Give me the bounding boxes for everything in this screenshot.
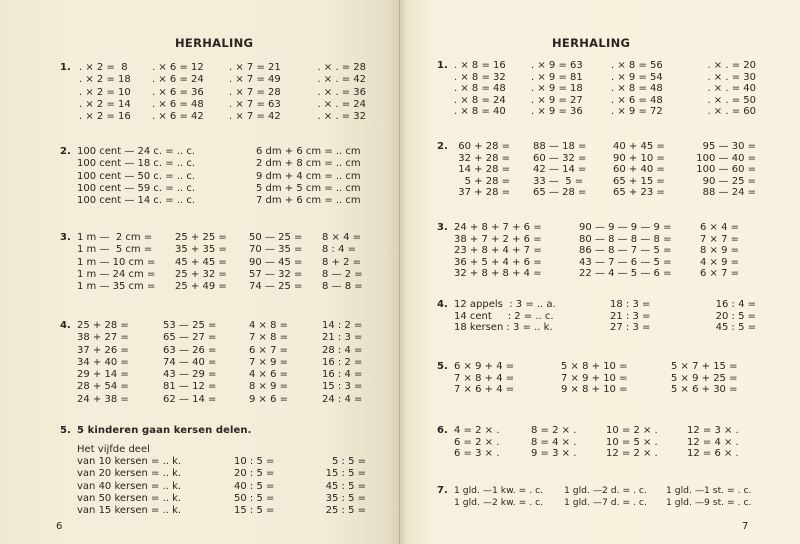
exercise-column [300, 456, 366, 517]
exercise-item: 4 × 8 = [249, 320, 289, 331]
exercise-item: 80 — 8 — 8 — 8 = [579, 233, 672, 245]
exercise-item: 1 gld. —7 d. = . c. [564, 496, 647, 508]
exercise-item: . × 7 = 63 [229, 98, 281, 110]
exercise-item: 7 × 9 + 10 = [561, 372, 628, 384]
exercise-item: 65 + 23 = [613, 187, 665, 199]
exercise-item: 18 : 3 = [610, 299, 651, 310]
exercise-item: 60 — 32 = [533, 152, 587, 164]
exercise-column [175, 232, 227, 293]
exercise-item: 15 : 3 = [322, 381, 363, 393]
exercise-item: 7 dm + 6 cm = .. cm [256, 195, 361, 207]
exercise-item: 90 — 45 = [249, 256, 303, 268]
exercise-item: . × 9 = 27 [531, 94, 583, 106]
exercise-item: . × . = 60 [707, 106, 756, 118]
exercise-item: 8 × 9 = [700, 245, 740, 257]
exercise-item: 24 + 8 + 7 + 6 = [454, 222, 542, 233]
page-number: 6 [56, 521, 63, 532]
exercise-number: 1. [437, 60, 448, 71]
exercise-column [454, 361, 514, 396]
exercise-column [450, 141, 510, 199]
exercise-column [322, 320, 362, 406]
exercise-item: . × . = 32 [317, 111, 366, 123]
exercise-item: 90 — 9 — 9 — 9 = [579, 222, 672, 233]
exercise-item: 65 — 28 = [533, 187, 587, 199]
exercise-item: 1 gld. —9 st. = . c. [666, 496, 752, 508]
exercise-item: 43 — 7 — 6 — 5 = [579, 256, 672, 268]
exercise-item: 9 = 3 × . [531, 448, 577, 460]
exercise-item: 6 = 2 × . [454, 436, 500, 448]
exercise-item: . × 6 = 48 [611, 94, 663, 106]
exercise-item: van 50 kersen = .. k. [77, 492, 182, 504]
exercise-item: 24 : 4 = [322, 393, 363, 405]
exercise-item: . × 9 = 63 [531, 60, 583, 71]
exercise-item: . × 2 = 16 [79, 111, 131, 123]
exercise-column [564, 485, 647, 508]
exercise-item: 25 + 49 = [175, 281, 227, 293]
exercise-item: 45 : 5 = [715, 322, 756, 334]
exercise-item: 32 + 8 + 8 + 4 = [454, 268, 542, 280]
exercise-number: 3. [437, 222, 448, 233]
exercise-item: 10 : 5 = [234, 456, 275, 467]
exercise-item: . × 2 = 18 [79, 74, 131, 86]
exercise-column [454, 299, 556, 334]
exercise-item: 1 gld. —1 st. = . c. [666, 485, 752, 496]
exercise-item: 60 + 40 = [613, 164, 665, 176]
exercise-item: . × 8 = 24 [454, 94, 506, 106]
exercise-heading: 5 kinderen gaan kersen delen. [77, 425, 252, 436]
exercise-item: 8 × 4 = [322, 232, 362, 243]
exercise-item: 36 + 5 + 4 + 6 = [454, 256, 542, 268]
exercise-item: 53 — 25 = [163, 320, 217, 331]
exercise-item: 81 — 12 = [163, 381, 217, 393]
exercise-item: . × 8 = 48 [611, 83, 663, 95]
exercise-item: 35 : 5 = [325, 492, 366, 504]
exercise-item: 57 — 32 = [249, 268, 303, 280]
exercise-column [77, 320, 129, 406]
exercise-item: 100 cent — 24 c. = .. c. [77, 146, 196, 157]
exercise-item: . × 6 = 24 [152, 74, 204, 86]
exercise-number: 5. [60, 425, 71, 436]
exercise-column [690, 60, 756, 118]
exercise-item: 1 gld. —2 kw. = . c. [454, 496, 544, 508]
exercise-column [152, 62, 204, 123]
exercise-item: 25 : 5 = [325, 505, 366, 517]
exercise-item: 8 — 8 = [322, 281, 363, 293]
exercise-item: 5 × 9 + 25 = [671, 372, 738, 384]
exercise-column [700, 222, 739, 280]
exercise-item: 8 — 2 = [322, 268, 363, 280]
exercise-item: . × 7 = 28 [229, 86, 281, 98]
exercise-item: 38 + 7 + 2 + 6 = [454, 233, 542, 245]
exercise-item: 43 — 29 = [163, 369, 217, 381]
exercise-item: . × . = 50 [707, 94, 756, 106]
exercise-item: . × 9 = 18 [531, 83, 583, 95]
exercise-item: 20 : 5 = [234, 468, 275, 480]
exercise-item: . × 8 = 56 [611, 60, 663, 71]
exercise-item: 6 × 9 + 4 = [454, 361, 515, 372]
exercise-column [531, 60, 583, 118]
exercise-column [322, 232, 363, 293]
exercise-item: 37 + 26 = [77, 344, 129, 356]
exercise-item: 88 — 24 = [702, 187, 756, 199]
exercise-item: . × . = 24 [317, 98, 366, 110]
exercise-column [249, 320, 288, 406]
exercise-column [606, 425, 658, 460]
exercise-column [163, 320, 216, 406]
exercise-item: van 20 kersen = .. k. [77, 468, 182, 480]
exercise-column [234, 456, 274, 517]
exercise-item: . × 6 = 36 [152, 86, 204, 98]
exercise-item: . × . = 30 [707, 71, 756, 83]
exercise-item: 65 — 27 = [163, 332, 217, 344]
exercise-item: . × 9 = 81 [531, 71, 583, 83]
exercise-item: 70 — 35 = [249, 244, 303, 256]
exercise-number: 7. [437, 485, 448, 496]
exercise-item: 1 m — 2 cm = [77, 232, 153, 243]
exercise-item: 15 : 5 = [234, 505, 275, 517]
exercise-item: . × 8 = 48 [454, 83, 506, 95]
exercise-item: 37 + 28 = [458, 187, 510, 199]
exercise-item: . × . = 40 [707, 83, 756, 95]
exercise-item: 14 + 28 = [458, 164, 510, 176]
exercise-column [77, 146, 195, 207]
exercise-item: 8 = 2 × . [531, 425, 577, 436]
exercise-item: 7 × 7 = [700, 233, 740, 245]
exercise-item: . × 6 = 48 [152, 98, 204, 110]
exercise-item: 35 + 35 = [175, 244, 227, 256]
exercise-item: . × . = 20 [707, 60, 756, 71]
exercise-column [300, 62, 366, 123]
exercise-item: 5 × 7 + 15 = [671, 361, 738, 372]
exercise-item: 62 — 14 = [163, 393, 217, 405]
exercise-item: . × 2 = 14 [79, 98, 131, 110]
exercise-item: . × 8 = 40 [454, 106, 506, 118]
exercise-item: 38 + 27 = [77, 332, 129, 344]
exercise-item: 86 — 8 — 7 — 5 = [579, 245, 672, 257]
exercise-item: van 40 kersen = .. k. [77, 480, 182, 492]
exercise-item: . × 7 = 21 [229, 62, 281, 73]
exercise-item: 5 × 6 + 30 = [671, 384, 738, 396]
exercise-item: . × . = 28 [317, 62, 366, 73]
exercise-item: 50 — 25 = [249, 232, 303, 243]
exercise-number: 5. [437, 361, 448, 372]
exercise-column [561, 361, 627, 396]
exercise-item: 8 + 2 = [322, 256, 362, 268]
exercise-item: 40 + 45 = [613, 141, 665, 152]
exercise-number: 4. [437, 299, 448, 310]
exercise-item: van 10 kersen = .. k. [77, 456, 182, 467]
exercise-column [690, 299, 756, 334]
exercise-item: . × . = 36 [317, 86, 366, 98]
exercise-item: 6 × 4 = [700, 222, 740, 233]
exercise-column [671, 361, 737, 396]
exercise-column [249, 232, 302, 293]
exercise-item: 4 = 2 × . [454, 425, 500, 436]
exercise-column [531, 425, 576, 460]
exercise-item: 1 m — 35 cm = [77, 281, 156, 293]
exercise-number: 1. [60, 62, 71, 73]
exercise-item: 1 m — 24 cm = [77, 268, 156, 280]
exercise-item: 63 — 26 = [163, 344, 217, 356]
exercise-column [454, 425, 499, 460]
exercise-column [256, 146, 361, 207]
exercise-item: . × 2 = 10 [79, 86, 131, 98]
exercise-column [610, 299, 650, 334]
exercise-item: 40 : 5 = [234, 480, 275, 492]
exercise-item: 4 × 6 = [249, 369, 289, 381]
page-title: HERHALING [175, 36, 254, 50]
exercise-item: 34 + 40 = [77, 356, 129, 368]
exercise-item: . × 6 = 42 [152, 111, 204, 123]
exercise-item: 2 dm + 8 cm = .. cm [256, 158, 361, 170]
exercise-item: . × 9 = 72 [611, 106, 663, 118]
exercise-item: 5 + 28 = [464, 175, 510, 187]
page-number: 7 [742, 521, 749, 532]
exercise-item: 6 × 7 = [249, 344, 289, 356]
exercise-item: 100 cent — 50 c. = .. c. [77, 170, 196, 182]
exercise-number: 4. [60, 320, 71, 331]
exercise-column [680, 141, 756, 199]
exercise-item: 6 = 3 × . [454, 448, 500, 460]
exercise-column [579, 222, 671, 280]
exercise-item: 5 dm + 5 cm = .. cm [256, 182, 361, 194]
exercise-column [687, 425, 739, 460]
exercise-item: 32 + 28 = [458, 152, 510, 164]
exercise-item: . × 9 = 36 [531, 106, 583, 118]
exercise-item: 22 — 4 — 5 — 6 = [579, 268, 672, 280]
exercise-item: 28 : 4 = [322, 344, 363, 356]
exercise-item: 9 × 8 + 10 = [561, 384, 628, 396]
exercise-column [611, 60, 663, 118]
exercise-item: 12 appels : 3 = .. a. [454, 299, 556, 310]
exercise-column [454, 222, 542, 280]
exercise-number: 2. [60, 146, 71, 157]
exercise-column [666, 485, 751, 508]
exercise-item: 33 — 5 = [533, 175, 584, 187]
exercise-item: 7 × 8 + 4 = [454, 372, 515, 384]
exercise-item: 88 — 18 = [533, 141, 587, 152]
exercise-item: 16 : 4 = [715, 299, 756, 310]
exercise-item: 1 m — 5 cm = [77, 244, 153, 256]
exercise-item: 6 × 7 = [700, 268, 740, 280]
exercise-item: 100 — 60 = [696, 164, 756, 176]
exercise-item: 16 : 2 = [322, 356, 363, 368]
exercise-item: 12 = 2 × . [606, 448, 658, 460]
exercise-item: 12 = 6 × . [687, 448, 739, 460]
exercise-column [77, 456, 181, 517]
exercise-item: . × 2 = 8 [79, 62, 128, 73]
exercise-item: 6 dm + 6 cm = .. cm [256, 146, 361, 157]
exercise-item: 25 + 32 = [175, 268, 227, 280]
exercise-item: 14 cent : 2 = .. c. [454, 310, 554, 322]
exercise-item: 65 + 15 = [613, 175, 665, 187]
exercise-item: 45 + 45 = [175, 256, 227, 268]
exercise-item: 10 = 5 × . [606, 436, 658, 448]
exercise-item: 21 : 3 = [610, 310, 651, 322]
exercise-item: 21 : 3 = [322, 332, 363, 344]
exercise-item: 90 — 25 = [702, 175, 756, 187]
exercise-item: 7 × 8 = [249, 332, 289, 344]
exercise-item: 74 — 40 = [163, 356, 217, 368]
page-title: HERHALING [552, 36, 631, 50]
exercise-item: 100 — 40 = [696, 152, 756, 164]
exercise-item: 12 = 3 × . [687, 425, 739, 436]
exercise-item: 5 × 8 + 10 = [561, 361, 628, 372]
exercise-column [79, 62, 131, 123]
exercise-number: 6. [437, 425, 448, 436]
exercise-item: 100 cent — 59 c. = .. c. [77, 182, 196, 194]
exercise-item: 50 : 5 = [234, 492, 275, 504]
exercise-item: 45 : 5 = [325, 480, 366, 492]
exercise-item: 8 × 9 = [249, 381, 289, 393]
exercise-item: 5 : 5 = [331, 456, 366, 467]
exercise-item: 42 — 14 = [533, 164, 587, 176]
exercise-item: 1 gld. —2 d. = . c. [564, 485, 647, 496]
exercise-item: 4 × 9 = [700, 256, 740, 268]
exercise-subheading: Het vijfde deel [77, 444, 150, 455]
exercise-item: 24 + 38 = [77, 393, 129, 405]
exercise-item: . × 7 = 49 [229, 74, 281, 86]
exercise-item: 18 kersen : 3 = .. k. [454, 322, 553, 334]
exercise-column [77, 232, 155, 293]
exercise-column [533, 141, 586, 199]
exercise-item: 90 + 10 = [613, 152, 665, 164]
exercise-item: . × 6 = 12 [152, 62, 204, 73]
exercise-item: 20 : 5 = [715, 310, 756, 322]
exercise-column [613, 141, 665, 199]
exercise-column [229, 62, 281, 123]
exercise-item: 14 : 2 = [322, 320, 363, 331]
exercise-item: . × 8 = 16 [454, 60, 506, 71]
exercise-item: 74 — 25 = [249, 281, 303, 293]
exercise-column [454, 485, 543, 508]
exercise-item: 60 + 28 = [458, 141, 510, 152]
exercise-item: 12 = 4 × . [687, 436, 739, 448]
right-page [400, 0, 800, 544]
exercise-item: 27 : 3 = [610, 322, 651, 334]
exercise-item: . × 8 = 32 [454, 71, 506, 83]
exercise-item: 10 = 2 × . [606, 425, 658, 436]
exercise-item: van 15 kersen = .. k. [77, 505, 182, 517]
exercise-item: . × 7 = 42 [229, 111, 281, 123]
exercise-item: 16 : 4 = [322, 369, 363, 381]
exercise-item: 25 + 25 = [175, 232, 227, 243]
exercise-column [454, 60, 506, 118]
exercise-item: 100 cent — 14 c. = .. c. [77, 195, 196, 207]
exercise-item: 28 + 54 = [77, 381, 129, 393]
exercise-item: 29 + 14 = [77, 369, 129, 381]
exercise-item: 1 gld. —1 kw. = . c. [454, 485, 544, 496]
exercise-item: 7 × 9 = [249, 356, 289, 368]
exercise-item: 23 + 8 + 4 + 7 = [454, 245, 542, 257]
exercise-item: 15 : 5 = [325, 468, 366, 480]
exercise-item: . × 9 = 54 [611, 71, 663, 83]
exercise-item: 9 × 6 = [249, 393, 289, 405]
exercise-item: 100 cent — 18 c. = .. c. [77, 158, 196, 170]
exercise-item: 95 — 30 = [702, 141, 756, 152]
exercise-item: 1 m — 10 cm = [77, 256, 156, 268]
exercise-item: 9 dm + 4 cm = .. cm [256, 170, 361, 182]
exercise-item: . × . = 42 [317, 74, 366, 86]
exercise-item: 25 + 28 = [77, 320, 129, 331]
exercise-item: 8 : 4 = [322, 244, 357, 256]
exercise-item: 7 × 6 + 4 = [454, 384, 515, 396]
exercise-number: 3. [60, 232, 71, 243]
exercise-item: 8 = 4 × . [531, 436, 577, 448]
exercise-number: 2. [437, 141, 448, 152]
